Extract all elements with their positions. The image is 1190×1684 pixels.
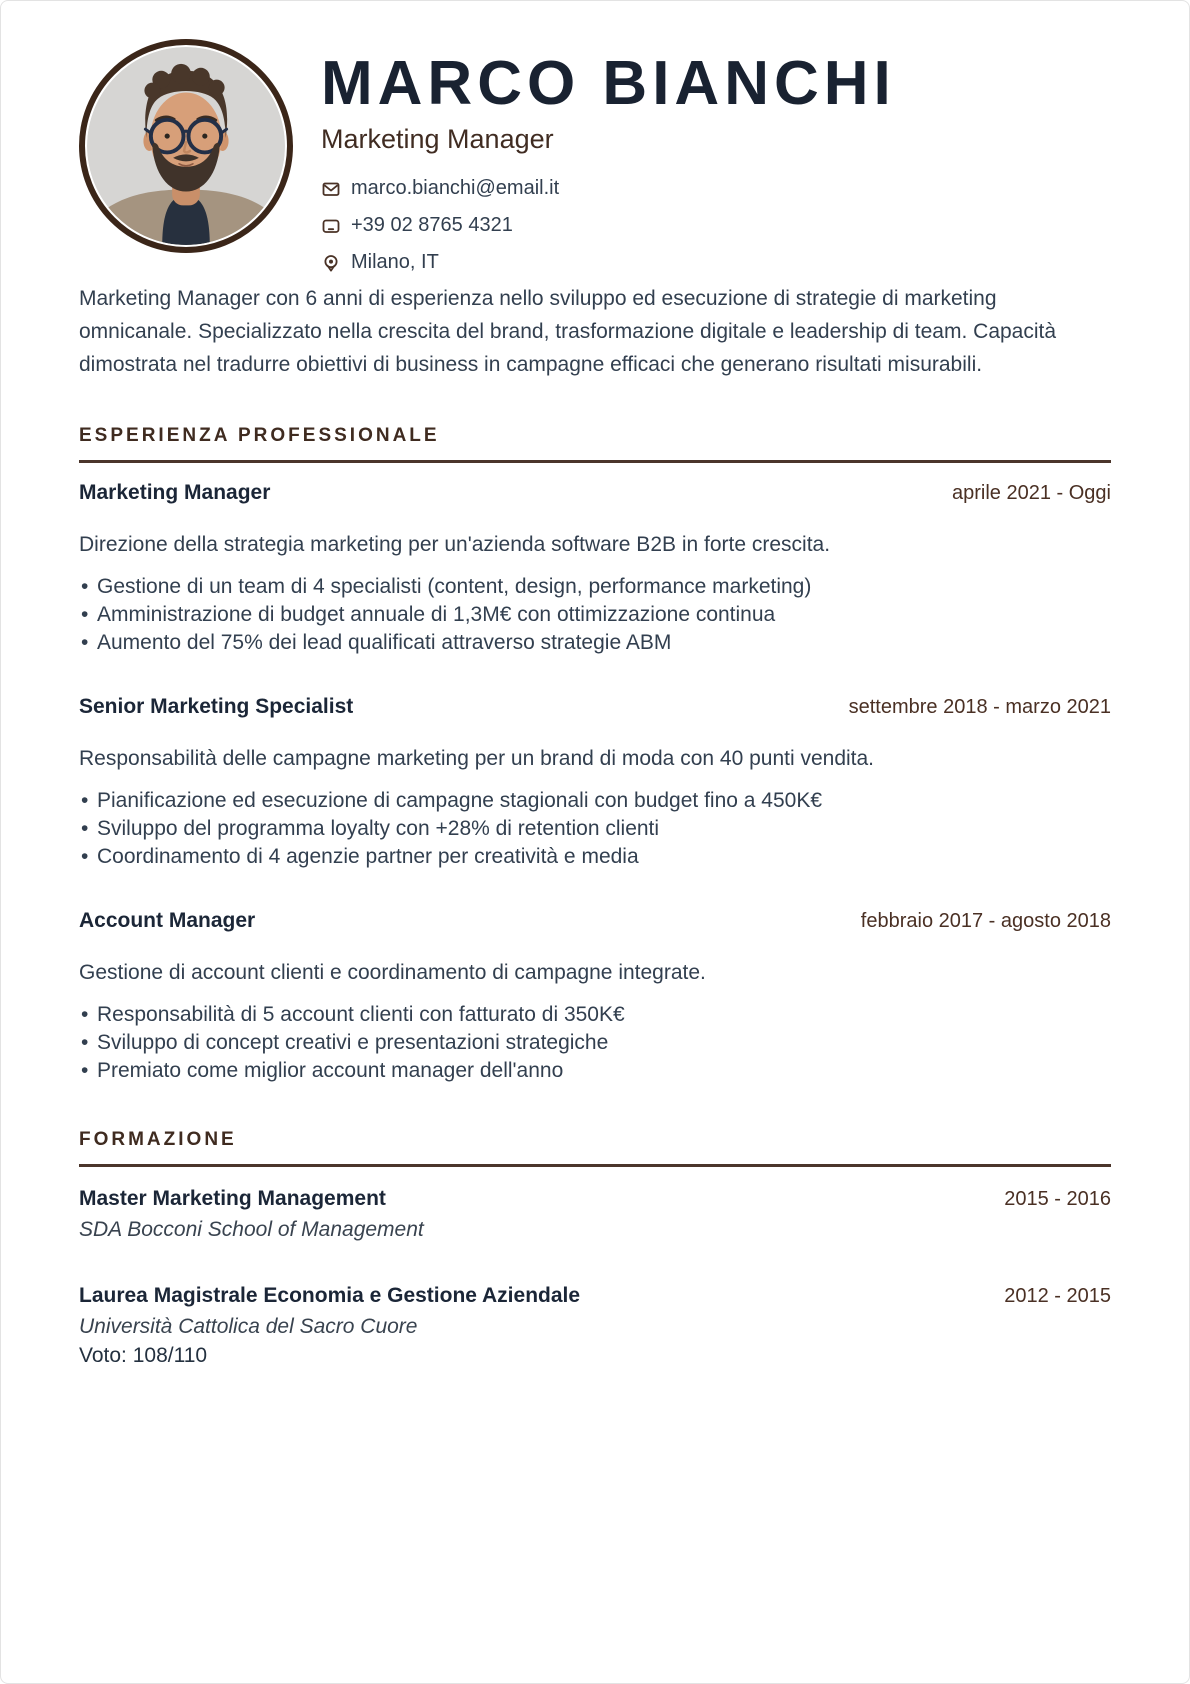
contact-list bbox=[321, 177, 896, 274]
degree-title: Laurea Magistrale Economia e Gestione Aziendale bbox=[79, 1284, 581, 1308]
job-description: Responsabilità delle campagne marketing per un brand di moda con 40 punti vendita. bbox=[79, 747, 875, 771]
education-entry bbox=[79, 1187, 1111, 1242]
education-header-row bbox=[79, 1284, 1111, 1308]
resume-header bbox=[79, 39, 1111, 274]
summary-text: Marketing Manager con 6 anni di esperienza nello sviluppo ed esecuzione di strategie di marketing omnicanale. Specializzato nella crescita del brand, trasformazione digitale e leadership di team. Capacità dimostrata nel tradurre obiettivi di business in campagne efficaci che generano risultati misurabili. bbox=[79, 287, 1057, 377]
bullet-item: • Sviluppo di concept creativi e presentazioni strategiche bbox=[79, 1029, 1111, 1057]
bullet-item: • Amministrazione di budget annuale di 1,3M€ con ottimizzazione continua bbox=[79, 601, 1111, 629]
bullet-item: • Aumento del 75% dei lead qualificati attraverso strategie ABM bbox=[79, 629, 1111, 657]
profile-photo bbox=[79, 39, 293, 253]
education-dates: 2015 - 2016 bbox=[1004, 1188, 1111, 1211]
phone-icon bbox=[321, 216, 341, 236]
section-heading-experience: ESPERIENZA PROFESSIONALE bbox=[79, 425, 440, 447]
location-pin-icon bbox=[321, 253, 341, 273]
section-heading-education: FORMAZIONE bbox=[79, 1129, 237, 1151]
job-title: Account Manager bbox=[79, 909, 256, 933]
bullet-item: • Gestione di un team di 4 specialisti (content, design, performance marketing) bbox=[79, 573, 1111, 601]
contact-location bbox=[321, 251, 896, 274]
job-bullet-list bbox=[79, 787, 1111, 871]
grade-note: Voto: 108/110 bbox=[79, 1344, 208, 1368]
email-icon bbox=[321, 179, 341, 199]
bullet-item: • Premiato come miglior account manager dell'anno bbox=[79, 1057, 1111, 1085]
section-experience bbox=[79, 425, 1111, 1085]
job-entry bbox=[79, 909, 1111, 1085]
portrait-illustration bbox=[87, 47, 285, 245]
job-header-row bbox=[79, 481, 1111, 505]
header-info bbox=[321, 39, 896, 274]
contact-email-text: marco.bianchi@email.it bbox=[351, 177, 560, 200]
school-name: SDA Bocconi School of Management bbox=[79, 1218, 424, 1242]
job-bullet-list bbox=[79, 1001, 1111, 1085]
candidate-name: MARCO BIANCHI bbox=[321, 49, 896, 118]
section-education bbox=[79, 1129, 1111, 1368]
school-name: Università Cattolica del Sacro Cuore bbox=[79, 1315, 418, 1339]
job-header-row bbox=[79, 909, 1111, 933]
bullet-item: • Coordinamento di 4 agenzie partner per creatività e media bbox=[79, 843, 1111, 871]
job-title: Senior Marketing Specialist bbox=[79, 695, 354, 719]
job-title: Marketing Manager bbox=[79, 481, 271, 505]
bullet-item: • Sviluppo del programma loyalty con +28% di retention clienti bbox=[79, 815, 1111, 843]
bullet-item: • Pianificazione ed esecuzione di campagne stagionali con budget fino a 450K€ bbox=[79, 787, 1111, 815]
degree-title: Master Marketing Management bbox=[79, 1187, 386, 1211]
job-header-row bbox=[79, 695, 1111, 719]
contact-phone-text: +39 02 8765 4321 bbox=[351, 214, 513, 237]
job-dates: aprile 2021 - Oggi bbox=[952, 482, 1111, 505]
section-divider bbox=[79, 460, 1111, 463]
contact-email bbox=[321, 177, 896, 200]
education-dates: 2012 - 2015 bbox=[1004, 1285, 1111, 1308]
contact-phone bbox=[321, 214, 896, 237]
education-header-row bbox=[79, 1187, 1111, 1211]
job-dates: febbraio 2017 - agosto 2018 bbox=[860, 910, 1111, 933]
job-description: Direzione della strategia marketing per un'azienda software B2B in forte crescita. bbox=[79, 533, 831, 557]
job-entry bbox=[79, 695, 1111, 871]
candidate-title: Marketing Manager bbox=[321, 124, 554, 155]
job-entry bbox=[79, 481, 1111, 657]
section-divider bbox=[79, 1164, 1111, 1167]
job-bullet-list bbox=[79, 573, 1111, 657]
contact-location-text: Milano, IT bbox=[351, 251, 439, 274]
education-entry bbox=[79, 1284, 1111, 1368]
bullet-item: • Responsabilità di 5 account clienti con fatturato di 350K€ bbox=[79, 1001, 1111, 1029]
job-description: Gestione di account clienti e coordinamento di campagne integrate. bbox=[79, 961, 706, 985]
job-dates: settembre 2018 - marzo 2021 bbox=[848, 696, 1111, 719]
